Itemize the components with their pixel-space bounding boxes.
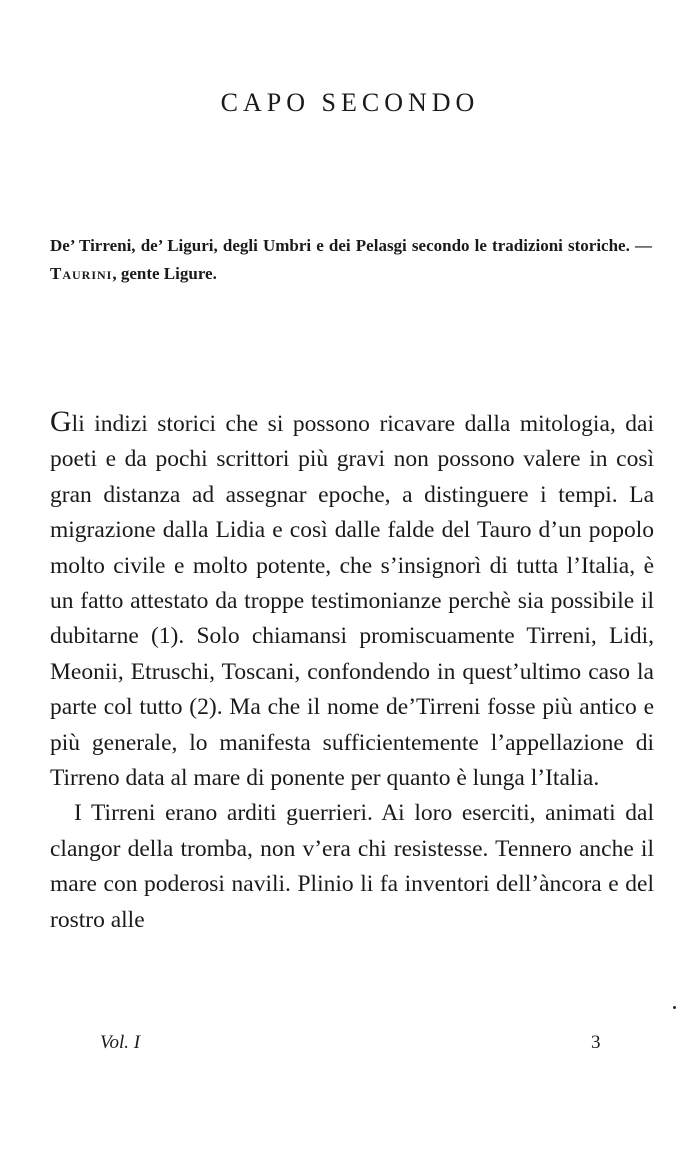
body-text — [50, 404, 654, 938]
page-number: 3 — [591, 1032, 601, 1053]
print-speck — [673, 1006, 676, 1009]
paragraph-1-text: li indizi storici che si possono ricavare dalla mitologia, dai poeti e da pochi scrittori più gravi non possono valere in così gran distanza ad assegnar epoche, a distinguere i tempi. La migrazione dalla Lidia e così dalle falde del Tauro d’un popolo molto civile e molto potente, che s’insignorì di tutta l’Italia, è un fatto attestato da troppe testimonianze perchè sia possibile il dubitarne (1). Solo chiamansi promiscuamente Tirreni, Lidi, Meonii, Etruschi, Toscani, confondendo in quest’ultimo caso la parte col tutto (2). Ma che il nome de’Tirreni fosse più antico e più generale, lo manifesta sufficientemente l’appellazione di Tirreno data al mare di ponente per quanto è lunga l’Italia. — [50, 411, 654, 792]
chapter-summary — [50, 232, 652, 288]
paragraph-2: I Tirreni erano arditi guerrieri. Ai loro eserciti, animati dal clangor della tromba, non v’era chi resistesse. Tennero anche il mare con poderosi navili. Plinio li fa inventori dell’àncora e del rostro alle — [50, 800, 654, 933]
paragraph-1 — [50, 404, 654, 796]
chapter-title: CAPO SECONDO — [220, 88, 480, 117]
summary-caps-word: Taurini — [50, 264, 113, 283]
summary-text: De’ Tirreni, de’ Liguri, degli Umbri e dei Pelasgi secondo le tradizioni storiche. — — [50, 236, 652, 255]
drop-cap: G — [50, 405, 72, 438]
volume-label: Vol. I — [100, 1032, 141, 1053]
summary-tail: , gente Ligure. — [112, 264, 217, 283]
